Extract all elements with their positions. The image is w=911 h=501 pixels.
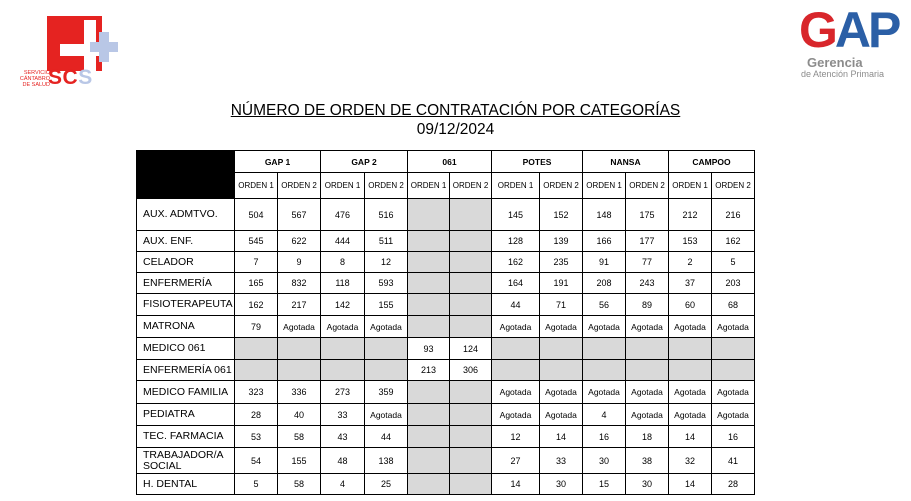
scs-logo (10, 16, 122, 90)
value-cell: 444 (321, 231, 365, 252)
value-cell: 832 (278, 273, 321, 294)
blocked-cell (492, 360, 540, 381)
category-cell: MEDICO FAMILIA (137, 381, 235, 404)
blocked-cell (235, 338, 278, 360)
category-cell: AUX. ADMTVO. (137, 199, 235, 231)
value-cell: 164 (492, 273, 540, 294)
value-cell: 545 (235, 231, 278, 252)
value-cell: 33 (321, 404, 365, 426)
title-main: NÚMERO DE ORDEN DE CONTRATACIÓN POR CATEGORÍAS (230, 102, 681, 119)
value-cell: 118 (321, 273, 365, 294)
blocked-cell (450, 199, 492, 231)
blocked-cell (669, 360, 712, 381)
header-corner-cell (137, 151, 235, 199)
value-cell: 359 (365, 381, 408, 404)
order-subheader: ORDEN 1 (321, 173, 365, 199)
value-cell: 12 (492, 426, 540, 448)
value-cell: 152 (540, 199, 583, 231)
blocked-cell (492, 338, 540, 360)
value-cell: 567 (278, 199, 321, 231)
value-cell: 44 (365, 426, 408, 448)
value-cell: 476 (321, 199, 365, 231)
value-cell: 5 (235, 474, 278, 495)
value-cell: 14 (669, 426, 712, 448)
value-cell: 15 (583, 474, 626, 495)
value-cell: 336 (278, 381, 321, 404)
blocked-cell (450, 231, 492, 252)
blocked-cell (408, 231, 450, 252)
value-cell: Agotada (492, 381, 540, 404)
value-cell: 14 (492, 474, 540, 495)
value-cell: 43 (321, 426, 365, 448)
value-cell: Agotada (540, 381, 583, 404)
value-cell: 25 (365, 474, 408, 495)
value-cell: 38 (626, 448, 669, 474)
value-cell: 516 (365, 199, 408, 231)
value-cell: Agotada (540, 316, 583, 338)
order-subheader: ORDEN 1 (583, 173, 626, 199)
blocked-cell (450, 316, 492, 338)
table-row (137, 426, 755, 448)
blocked-cell (278, 338, 321, 360)
category-cell: H. DENTAL (137, 474, 235, 495)
blocked-cell (583, 360, 626, 381)
title-date: 09/12/2024 (416, 121, 495, 138)
group-header: GAP 1 (235, 151, 321, 173)
blocked-cell (450, 381, 492, 404)
value-cell: Agotada (540, 404, 583, 426)
group-header: POTES (492, 151, 583, 173)
blocked-cell (450, 273, 492, 294)
blocked-cell (408, 381, 450, 404)
table-row (137, 448, 755, 474)
category-cell: FISIOTERAPEUTA (137, 294, 235, 316)
value-cell: 48 (321, 448, 365, 474)
value-cell: Agotada (712, 381, 755, 404)
category-cell: ENFERMERÍA (137, 273, 235, 294)
blocked-cell (540, 360, 583, 381)
scs-logo-acronym: SCS (48, 66, 93, 89)
value-cell: 58 (278, 474, 321, 495)
value-cell: 44 (492, 294, 540, 316)
value-cell: 37 (669, 273, 712, 294)
scs-logo-caption: SERVICIO CÁNTABRO DE SALUD (19, 70, 50, 88)
value-cell: Agotada (712, 404, 755, 426)
blocked-cell (408, 316, 450, 338)
blocked-cell (408, 404, 450, 426)
table-row (137, 474, 755, 495)
category-cell: TRABAJADOR/A SOCIAL (137, 448, 235, 474)
value-cell: 54 (235, 448, 278, 474)
category-cell: MEDICO 061 (137, 338, 235, 360)
value-cell: 91 (583, 252, 626, 273)
value-cell: 28 (235, 404, 278, 426)
value-cell: Agotada (492, 316, 540, 338)
category-cell: AUX. ENF. (137, 231, 235, 252)
blocked-cell (408, 199, 450, 231)
value-cell: 93 (408, 338, 450, 360)
value-cell: Agotada (321, 316, 365, 338)
value-cell: 273 (321, 381, 365, 404)
table-row (137, 294, 755, 316)
hiring-order-table (136, 150, 755, 495)
table-row (137, 231, 755, 252)
blocked-cell (712, 360, 755, 381)
blocked-cell (626, 360, 669, 381)
blocked-cell (450, 294, 492, 316)
value-cell: Agotada (278, 316, 321, 338)
value-cell: Agotada (492, 404, 540, 426)
value-cell: Agotada (365, 404, 408, 426)
value-cell: Agotada (583, 381, 626, 404)
value-cell: Agotada (712, 316, 755, 338)
group-header: 061 (408, 151, 492, 173)
blocked-cell (408, 474, 450, 495)
order-subheader: ORDEN 1 (408, 173, 450, 199)
value-cell: 306 (450, 360, 492, 381)
value-cell: 56 (583, 294, 626, 316)
table-row (137, 381, 755, 404)
value-cell: 16 (583, 426, 626, 448)
blocked-cell (408, 252, 450, 273)
gap-logo-line1: Gerencia (807, 55, 863, 70)
value-cell: 593 (365, 273, 408, 294)
order-subheader: ORDEN 2 (712, 173, 755, 199)
value-cell: Agotada (365, 316, 408, 338)
value-cell: 323 (235, 381, 278, 404)
blocked-cell (540, 338, 583, 360)
category-cell: ENFERMERÍA 061 (137, 360, 235, 381)
blocked-cell (408, 273, 450, 294)
value-cell: 4 (583, 404, 626, 426)
blocked-cell (626, 338, 669, 360)
value-cell: 208 (583, 273, 626, 294)
value-cell: 217 (278, 294, 321, 316)
table-row (137, 338, 755, 360)
value-cell: 145 (492, 199, 540, 231)
value-cell: 89 (626, 294, 669, 316)
value-cell: 8 (321, 252, 365, 273)
value-cell: 243 (626, 273, 669, 294)
value-cell: 14 (669, 474, 712, 495)
blocked-cell (321, 360, 365, 381)
value-cell: 30 (540, 474, 583, 495)
value-cell: 9 (278, 252, 321, 273)
value-cell: Agotada (626, 316, 669, 338)
value-cell: 162 (492, 252, 540, 273)
blocked-cell (450, 252, 492, 273)
value-cell: 177 (626, 231, 669, 252)
value-cell: 138 (365, 448, 408, 474)
value-cell: 162 (235, 294, 278, 316)
value-cell: 12 (365, 252, 408, 273)
blocked-cell (583, 338, 626, 360)
value-cell: 153 (669, 231, 712, 252)
value-cell: 60 (669, 294, 712, 316)
value-cell: 71 (540, 294, 583, 316)
value-cell: 18 (626, 426, 669, 448)
value-cell: 30 (626, 474, 669, 495)
blocked-cell (450, 404, 492, 426)
order-subheader: ORDEN 2 (540, 173, 583, 199)
value-cell: 30 (583, 448, 626, 474)
value-cell: Agotada (626, 404, 669, 426)
group-header: NANSA (583, 151, 669, 173)
table-row (137, 252, 755, 273)
value-cell: 166 (583, 231, 626, 252)
order-subheader: ORDEN 2 (450, 173, 492, 199)
value-cell: 203 (712, 273, 755, 294)
category-cell: CELADOR (137, 252, 235, 273)
blocked-cell (408, 448, 450, 474)
value-cell: 5 (712, 252, 755, 273)
value-cell: 162 (712, 231, 755, 252)
value-cell: 148 (583, 199, 626, 231)
value-cell: 175 (626, 199, 669, 231)
blocked-cell (450, 426, 492, 448)
value-cell: 40 (278, 404, 321, 426)
blocked-cell (712, 338, 755, 360)
value-cell: 7 (235, 252, 278, 273)
value-cell: 28 (712, 474, 755, 495)
value-cell: 14 (540, 426, 583, 448)
value-cell: 511 (365, 231, 408, 252)
gap-logo (797, 2, 905, 82)
table-row (137, 273, 755, 294)
group-header: CAMPOO (669, 151, 755, 173)
category-cell: PEDIATRA (137, 404, 235, 426)
blocked-cell (408, 426, 450, 448)
category-cell: TEC. FARMACIA (137, 426, 235, 448)
order-subheader: ORDEN 2 (365, 173, 408, 199)
table-row (137, 316, 755, 338)
document-title (0, 101, 911, 139)
table-row (137, 199, 755, 231)
blocked-cell (235, 360, 278, 381)
category-cell: MATRONA (137, 316, 235, 338)
value-cell: 128 (492, 231, 540, 252)
value-cell: 165 (235, 273, 278, 294)
value-cell: 212 (669, 199, 712, 231)
value-cell: Agotada (669, 381, 712, 404)
value-cell: 124 (450, 338, 492, 360)
table-row (137, 404, 755, 426)
value-cell: 155 (365, 294, 408, 316)
value-cell: 504 (235, 199, 278, 231)
value-cell: Agotada (669, 404, 712, 426)
blocked-cell (365, 360, 408, 381)
value-cell: 33 (540, 448, 583, 474)
value-cell: 2 (669, 252, 712, 273)
value-cell: 16 (712, 426, 755, 448)
group-header: GAP 2 (321, 151, 408, 173)
value-cell: 213 (408, 360, 450, 381)
blocked-cell (321, 338, 365, 360)
value-cell: Agotada (583, 316, 626, 338)
gap-logo-word: GAP (799, 2, 899, 58)
value-cell: 53 (235, 426, 278, 448)
value-cell: 32 (669, 448, 712, 474)
value-cell: 216 (712, 199, 755, 231)
blocked-cell (669, 338, 712, 360)
order-subheader: ORDEN 1 (492, 173, 540, 199)
table-row (137, 360, 755, 381)
value-cell: 77 (626, 252, 669, 273)
blocked-cell (278, 360, 321, 381)
value-cell: 622 (278, 231, 321, 252)
value-cell: 58 (278, 426, 321, 448)
order-subheader: ORDEN 2 (278, 173, 321, 199)
order-subheader: ORDEN 2 (626, 173, 669, 199)
value-cell: Agotada (626, 381, 669, 404)
order-subheader: ORDEN 1 (669, 173, 712, 199)
value-cell: 155 (278, 448, 321, 474)
blocked-cell (450, 474, 492, 495)
value-cell: 142 (321, 294, 365, 316)
value-cell: 68 (712, 294, 755, 316)
blocked-cell (408, 294, 450, 316)
value-cell: 235 (540, 252, 583, 273)
value-cell: 4 (321, 474, 365, 495)
order-subheader: ORDEN 1 (235, 173, 278, 199)
value-cell: 41 (712, 448, 755, 474)
value-cell: 139 (540, 231, 583, 252)
value-cell: 191 (540, 273, 583, 294)
blocked-cell (450, 448, 492, 474)
value-cell: 27 (492, 448, 540, 474)
blocked-cell (365, 338, 408, 360)
value-cell: Agotada (669, 316, 712, 338)
value-cell: 79 (235, 316, 278, 338)
gap-logo-line2: de Atención Primaria (801, 69, 885, 79)
